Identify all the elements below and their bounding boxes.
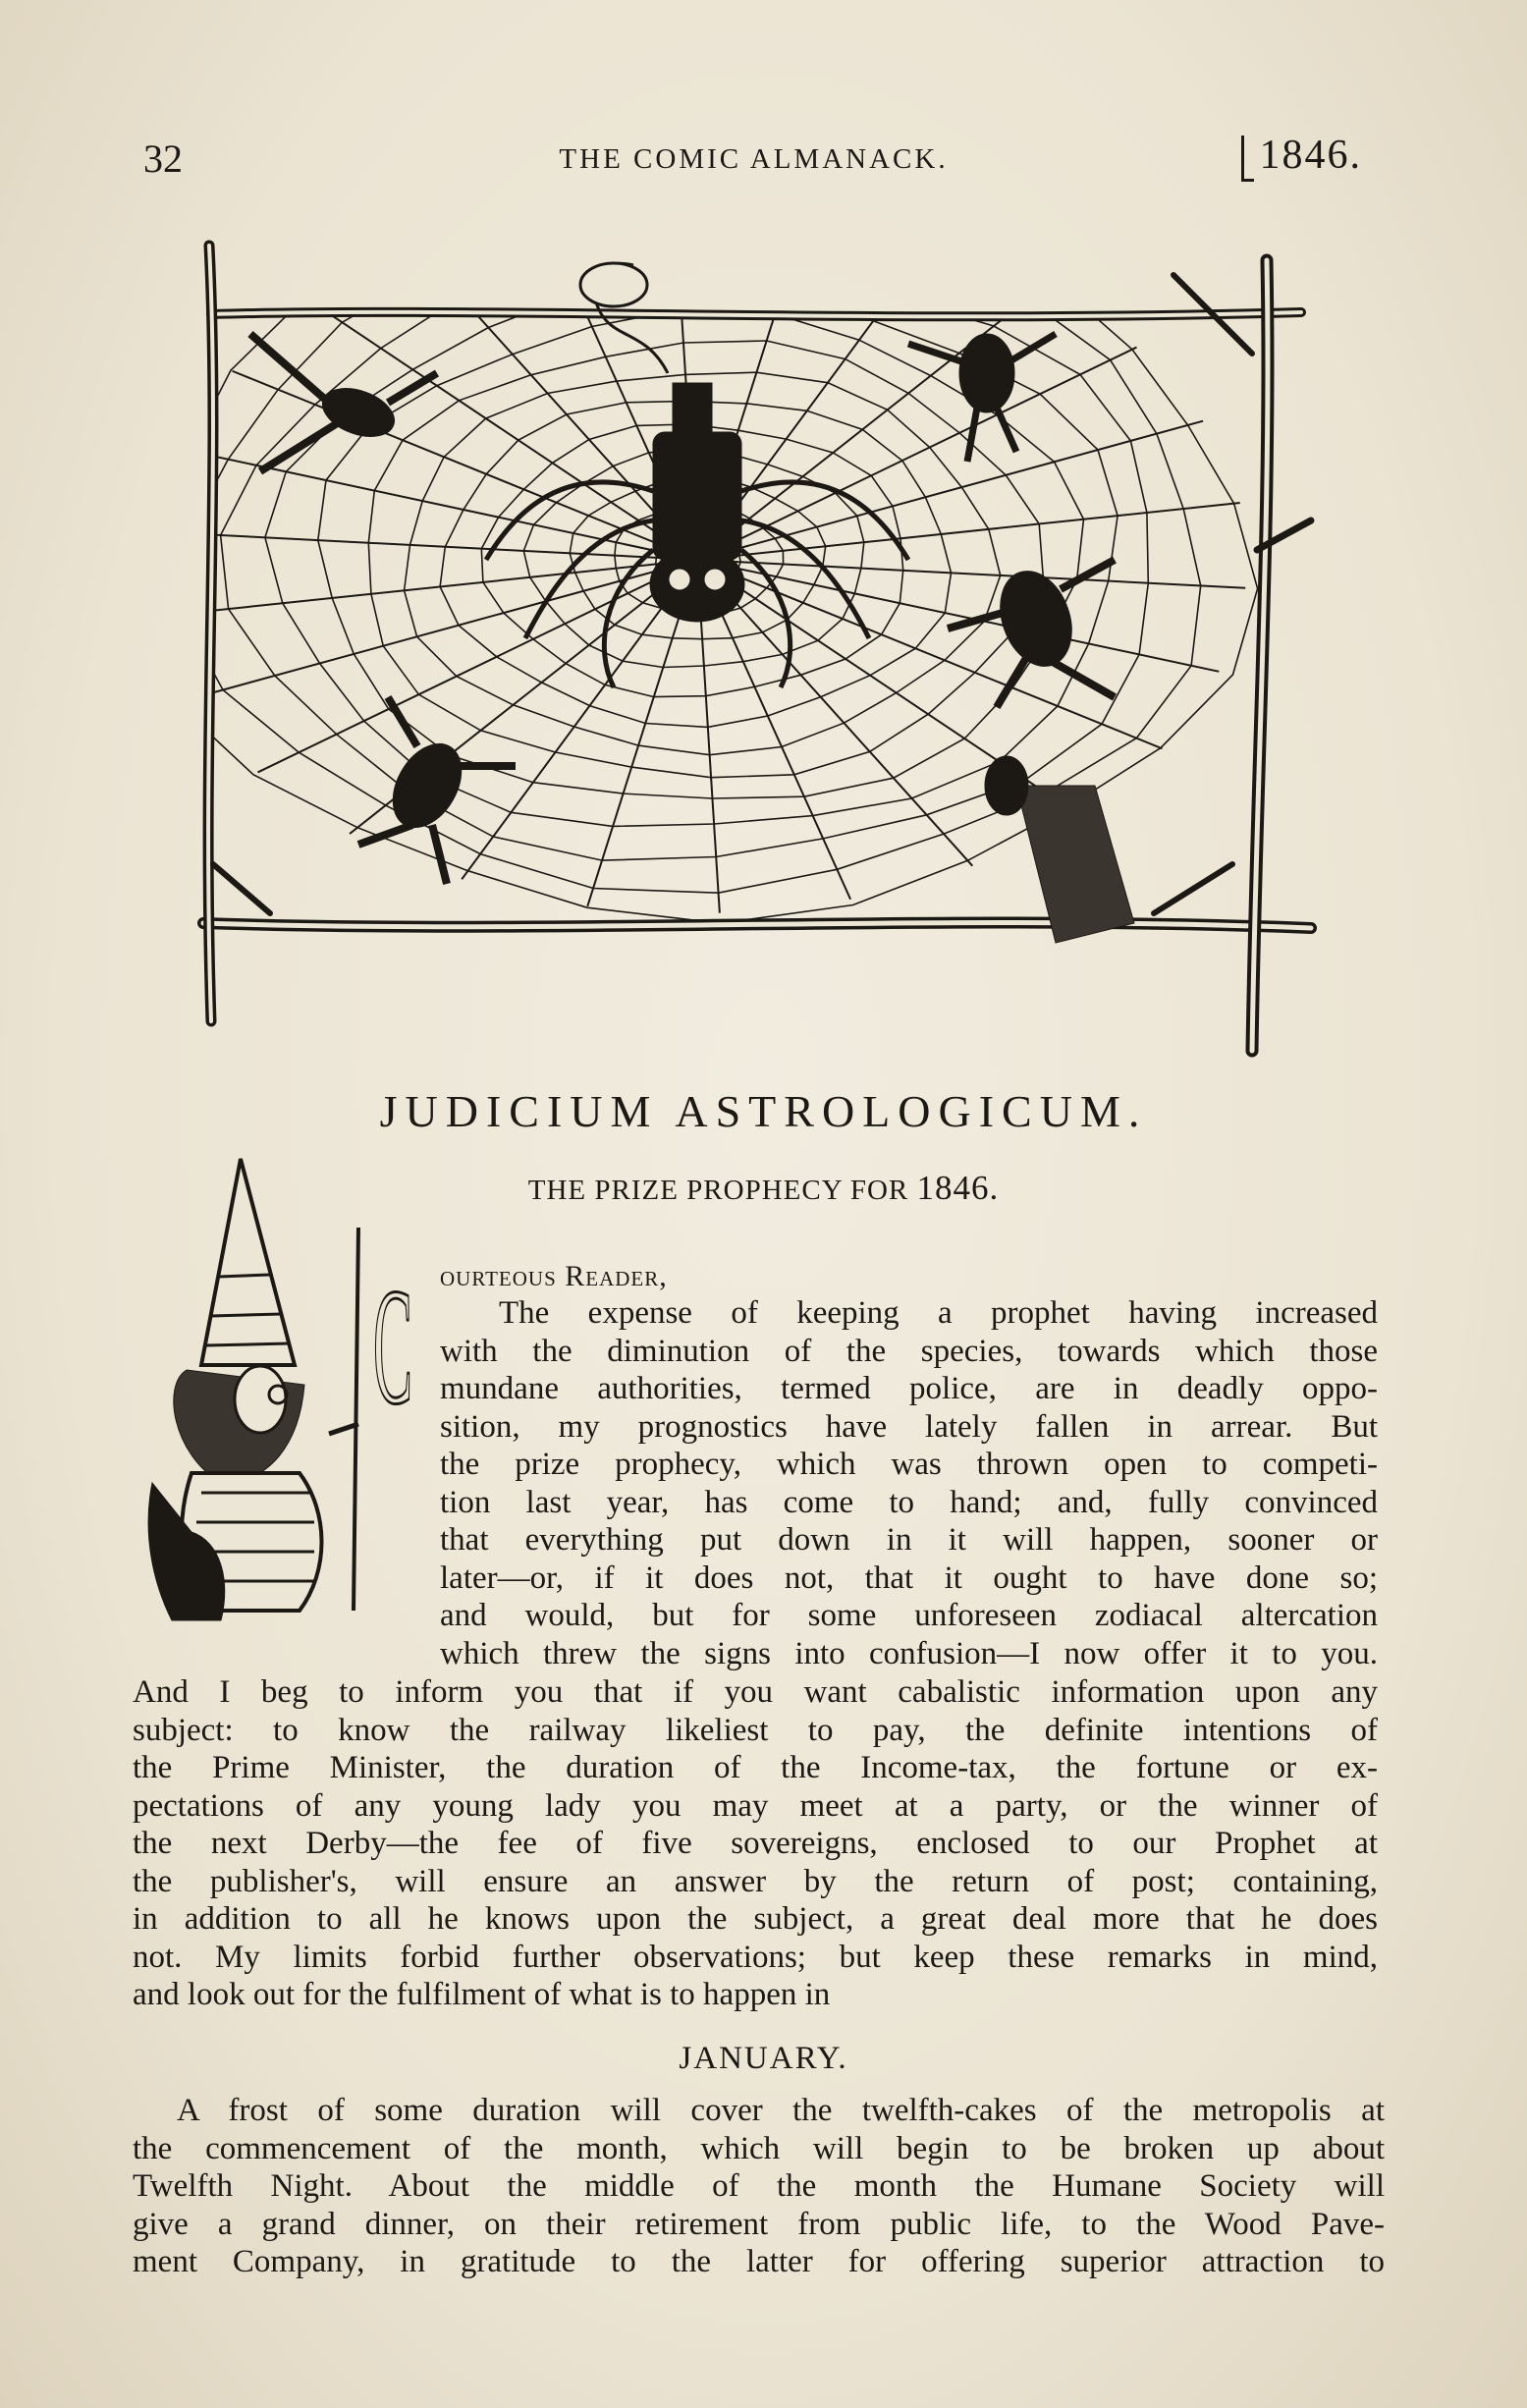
text-line: the prize prophecy, which was thrown open to competi- xyxy=(440,1447,1378,1482)
web-spoke xyxy=(697,560,1219,672)
text-line: pectations of any young lady you may meet at a party, or the winner of xyxy=(133,1787,1378,1824)
text-line: later—or, if it does not, that it ought to have done so; xyxy=(440,1560,1378,1596)
text-line: give a grand dinner, on their retirement from public life, to the Wood Pave- xyxy=(133,2206,1385,2242)
text-line: which threw the signs into confusion—I now offer it to you. xyxy=(440,1635,1378,1671)
web-spoke xyxy=(257,560,697,772)
prophet-wizard-illustration xyxy=(133,1159,393,1640)
text-line: tion last year, has come to hand; and, fully convinced xyxy=(440,1484,1378,1520)
web-spoke xyxy=(697,560,1245,588)
text-line: and would, but for some unforeseen zodiacal altercation xyxy=(440,1598,1378,1633)
month-heading: JANUARY. xyxy=(679,2041,848,2076)
text-line: the next Derby—the fee of five sovereigns, enclosed to our Prophet at xyxy=(133,1826,1378,1861)
text-line: the publisher's, will ensure an answer by the return of post; containing, xyxy=(133,1863,1378,1899)
paragraph-1 xyxy=(440,1294,1378,1672)
spider-web-illustration xyxy=(191,236,1321,1061)
spider-web-drawing xyxy=(191,236,1321,1061)
web-spoke xyxy=(191,560,697,698)
page-number: 32 xyxy=(143,137,183,181)
web-spoke xyxy=(697,560,972,866)
text-line: with the diminution of the species, towards which those xyxy=(440,1333,1378,1369)
subtitle-text: THE PRIZE PROPHECY FOR xyxy=(527,1175,909,1206)
header-year xyxy=(1241,132,1363,182)
text-line: the Prime Minister, the duration of the Income-tax, the fortune or ex- xyxy=(133,1750,1378,1785)
wizard-drawing xyxy=(133,1159,393,1640)
text-line: ment Company, in gratitude to the latter for offering superior attraction to xyxy=(133,2244,1385,2279)
subtitle-year: 1846. xyxy=(916,1169,1000,1207)
text-line: mundane authorities, termed police, are in deadly oppo- xyxy=(440,1371,1378,1406)
text-line: that everything put down in it will happen, sooner or xyxy=(440,1522,1378,1558)
text-line: A frost of some duration will cover the twelfth-cakes of the metropolis at xyxy=(177,2093,1385,2128)
text-line: not. My limits forbid further observations; but keep these remarks in mind, xyxy=(133,1939,1378,1975)
running-title: THE COMIC ALMANACK. xyxy=(559,143,949,175)
header-year-text: 1846. xyxy=(1259,133,1362,178)
article-title: JUDICIUM ASTROLOGICUM. xyxy=(379,1086,1148,1136)
text-line: The expense of keeping a prophet having increased xyxy=(499,1295,1378,1331)
paragraph-2 xyxy=(133,1673,1378,2014)
drop-cap-ornament xyxy=(371,1254,414,1439)
salutation: ourteous Reader, xyxy=(440,1260,668,1292)
text-line: And I beg to inform you that if you want cabalistic information upon any xyxy=(133,1674,1378,1710)
text-line: sition, my prognostics have lately fallen in arrear. But xyxy=(440,1408,1378,1445)
text-line: and look out for the fulfilment of what is to happen in xyxy=(133,1977,831,2012)
text-line: in addition to all he knows upon the subject, a great deal more that he does xyxy=(133,1901,1378,1937)
spider-locomotive xyxy=(486,263,908,687)
page-header xyxy=(137,130,1370,189)
bracket-mark xyxy=(1241,136,1254,182)
text-line: subject: to know the railway likeliest to pay, the definite intentions of xyxy=(133,1712,1378,1748)
paragraph-3 xyxy=(133,2092,1385,2281)
drop-cap-letter: C xyxy=(373,1254,412,1439)
text-line: the commencement of the month, which will begin to be broken up about xyxy=(133,2130,1385,2166)
web-spoke xyxy=(176,448,697,560)
web-spoke xyxy=(233,371,697,560)
web-spoke xyxy=(697,421,1203,560)
text-line: Twelfth Night. About the middle of the month the Humane Society will xyxy=(133,2168,1385,2204)
